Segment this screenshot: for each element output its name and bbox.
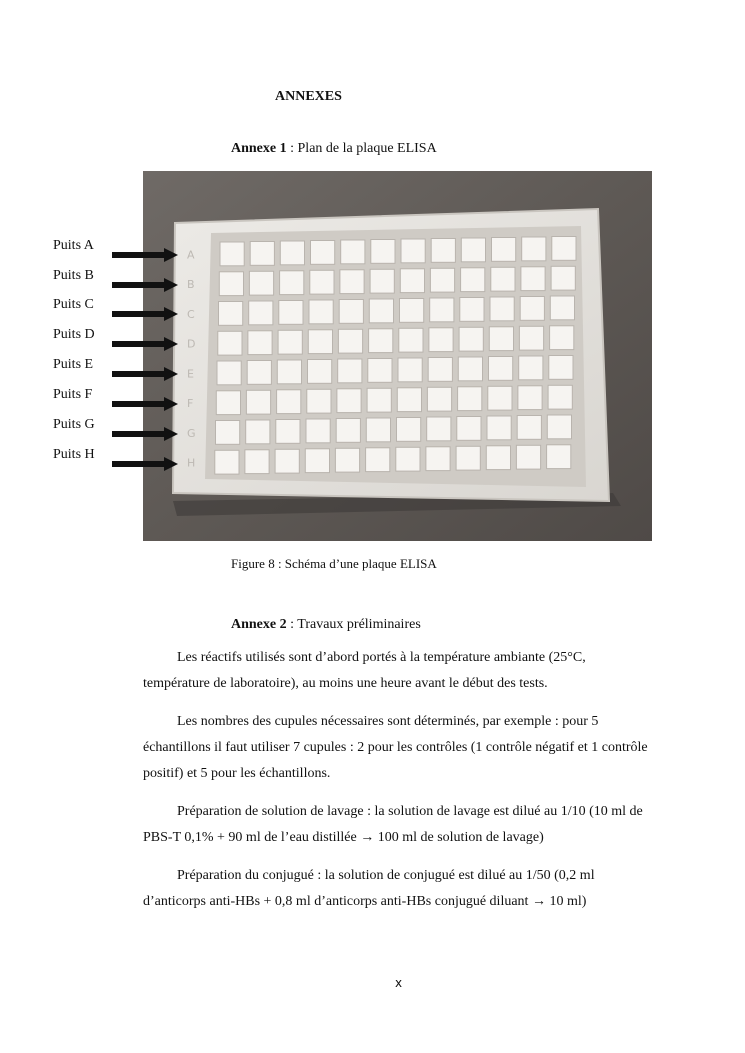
plate-well [307,389,331,413]
plate-well [517,416,541,440]
plate-well [550,296,574,320]
plate-well [549,356,573,380]
page-title: ANNEXES [275,89,342,104]
plate-well [217,361,241,385]
plate-well [459,327,483,351]
plate-well [397,418,421,442]
plate-row-letter: G [187,426,196,440]
plate-row-letter: E [187,367,194,381]
plate-well [366,448,390,472]
plate-well [428,358,452,382]
plate-well [547,415,571,439]
plate-well [280,241,304,265]
plate-well [397,388,421,412]
plate-well [486,446,510,470]
well-label-7: Puits G [53,417,95,432]
plate-well [518,386,542,410]
plate-well [371,240,395,264]
plate-well [308,360,332,384]
plate-well [276,420,300,444]
plate-well [339,300,363,324]
plate-well [338,329,362,353]
plate-well [246,420,270,444]
plate-row-letter: D [187,337,196,351]
plate-well [400,299,424,323]
plate-well [426,447,450,471]
plate-well [280,271,304,295]
plate-well [335,448,359,472]
paragraph-text: Les réactifs utilisés sont d’abord portés à la température ambiante (25°C, température de laboratoire), au moins une heure avant le début des tests. [143,650,586,691]
plate-well [277,360,301,384]
well-label-8: Puits H [53,447,95,462]
plate-well [400,269,424,293]
annex-1-label: Annexe 1 [231,141,287,156]
plate-well [249,301,273,325]
plate-well [461,238,485,262]
annex-1-heading [231,141,437,157]
plate-well [277,390,301,414]
plate-well [550,326,574,350]
plate-well [247,361,271,385]
paragraph-wash-solution [143,799,653,851]
plate-well [220,242,244,266]
plate-well [340,270,364,294]
plate-well [215,450,239,474]
plate-well [279,301,303,325]
annex-2-text: : Travaux préliminaires [286,617,421,632]
plate-well [457,417,481,441]
plate-well [492,238,516,262]
plate-well [336,419,360,443]
paragraph-text: Préparation du conjugué : la solution de conjugué est dilué au 1/50 (0,2 ml d’anticorps anti-HBs + 0,8 ml d’anticorps anti-HBs conjugué diluant → 10 ml) [143,868,595,909]
plate-well [520,297,544,321]
plate-well [521,267,545,291]
right-arrow-icon [112,337,178,351]
elisa-plate-photo [143,171,652,541]
plate-well [218,331,242,355]
plate-well [551,266,575,290]
right-arrow-icon [112,457,178,471]
well-label-1: Puits A [53,238,94,253]
plate-well [490,297,514,321]
plate-well [491,267,515,291]
right-arrow-icon [112,397,178,411]
plate-row-letter: C [187,307,195,321]
plate-row-letter: B [187,278,195,292]
plate-well [366,418,390,442]
plate-well [369,329,393,353]
plate-well [309,300,333,324]
plate-well [369,299,393,323]
right-arrow-icon [112,427,178,441]
well-label-3: Puits C [53,297,94,312]
plate-well [552,237,576,261]
plate-row-letter: F [187,397,194,411]
annex-1-text: : Plan de la plaque ELISA [286,141,437,156]
plate-well [246,390,270,414]
plate-well [248,331,272,355]
plate-well [311,241,335,265]
plate-well [516,445,540,469]
plate-well [310,270,334,294]
plate-well [489,357,513,381]
plate-well [427,387,451,411]
plate-well [278,330,302,354]
plate-well [461,268,485,292]
plate-well [429,328,453,352]
plate-well [245,450,269,474]
plate-well [308,330,332,354]
plate-well [519,356,543,380]
plate-well [216,391,240,415]
figure-caption: Figure 8 : Schéma d’une plaque ELISA [231,556,437,571]
plate-well [305,449,329,473]
plate-well [250,242,274,266]
plate-well [216,421,240,445]
plate-well [460,298,484,322]
plate-well [275,449,299,473]
right-arrow-icon [112,278,178,292]
plate-well [249,271,273,295]
plate-well [337,389,361,413]
well-label-5: Puits E [53,357,94,372]
plate-well [519,326,543,350]
well-label-2: Puits B [53,268,94,283]
paragraph-text: Les nombres des cupules nécessaires sont déterminés, par exemple : pour 5 échantillons il faut utiliser 7 cupules : 2 pour les contrôles (1 contrôle négatif et 1 contrôle positif) et 5 pour les échantillons. [143,714,648,781]
annex-2-heading [231,617,421,633]
paragraph-conjugate [143,863,653,915]
plate-well [547,445,571,469]
paragraph-text: Préparation de solution de lavage : la solution de lavage est dilué au 1/10 (10 ml de PBS-T 0,1% + 90 ml de l’eau distillée → 100 ml de solution de lavage) [143,804,643,845]
plate-well [367,388,391,412]
well-label-6: Puits F [53,387,93,402]
right-arrow-icon [112,307,178,321]
plate-well [430,298,454,322]
plate-well [399,328,423,352]
plate-well [522,237,546,261]
plate-well [488,386,512,410]
plate-well [427,417,451,441]
plate-well [458,387,482,411]
plate-well [458,357,482,381]
plate-well [219,302,243,326]
plate-well [548,385,572,409]
plate-well [487,416,511,440]
plate-well [401,239,425,263]
annex-2-label: Annexe 2 [231,617,287,632]
plate-well [396,447,420,471]
plate-well [456,446,480,470]
plate-well [370,269,394,293]
plate-well [431,239,455,263]
right-arrow-icon [112,248,178,262]
plate-well [430,268,454,292]
plate-row-letter: A [187,248,195,262]
right-arrow-icon [112,367,178,381]
paragraph-reagents [143,645,653,697]
plate-well [338,359,362,383]
plate-row-letter: H [187,456,196,470]
well-label-4: Puits D [53,327,95,342]
plate-well [306,419,330,443]
plate-well [341,240,365,264]
plate-well [489,327,513,351]
plate-well [398,358,422,382]
plate-well [368,359,392,383]
paragraph-wells [143,709,653,787]
plate-well [219,272,243,296]
page-number: x [395,976,403,990]
